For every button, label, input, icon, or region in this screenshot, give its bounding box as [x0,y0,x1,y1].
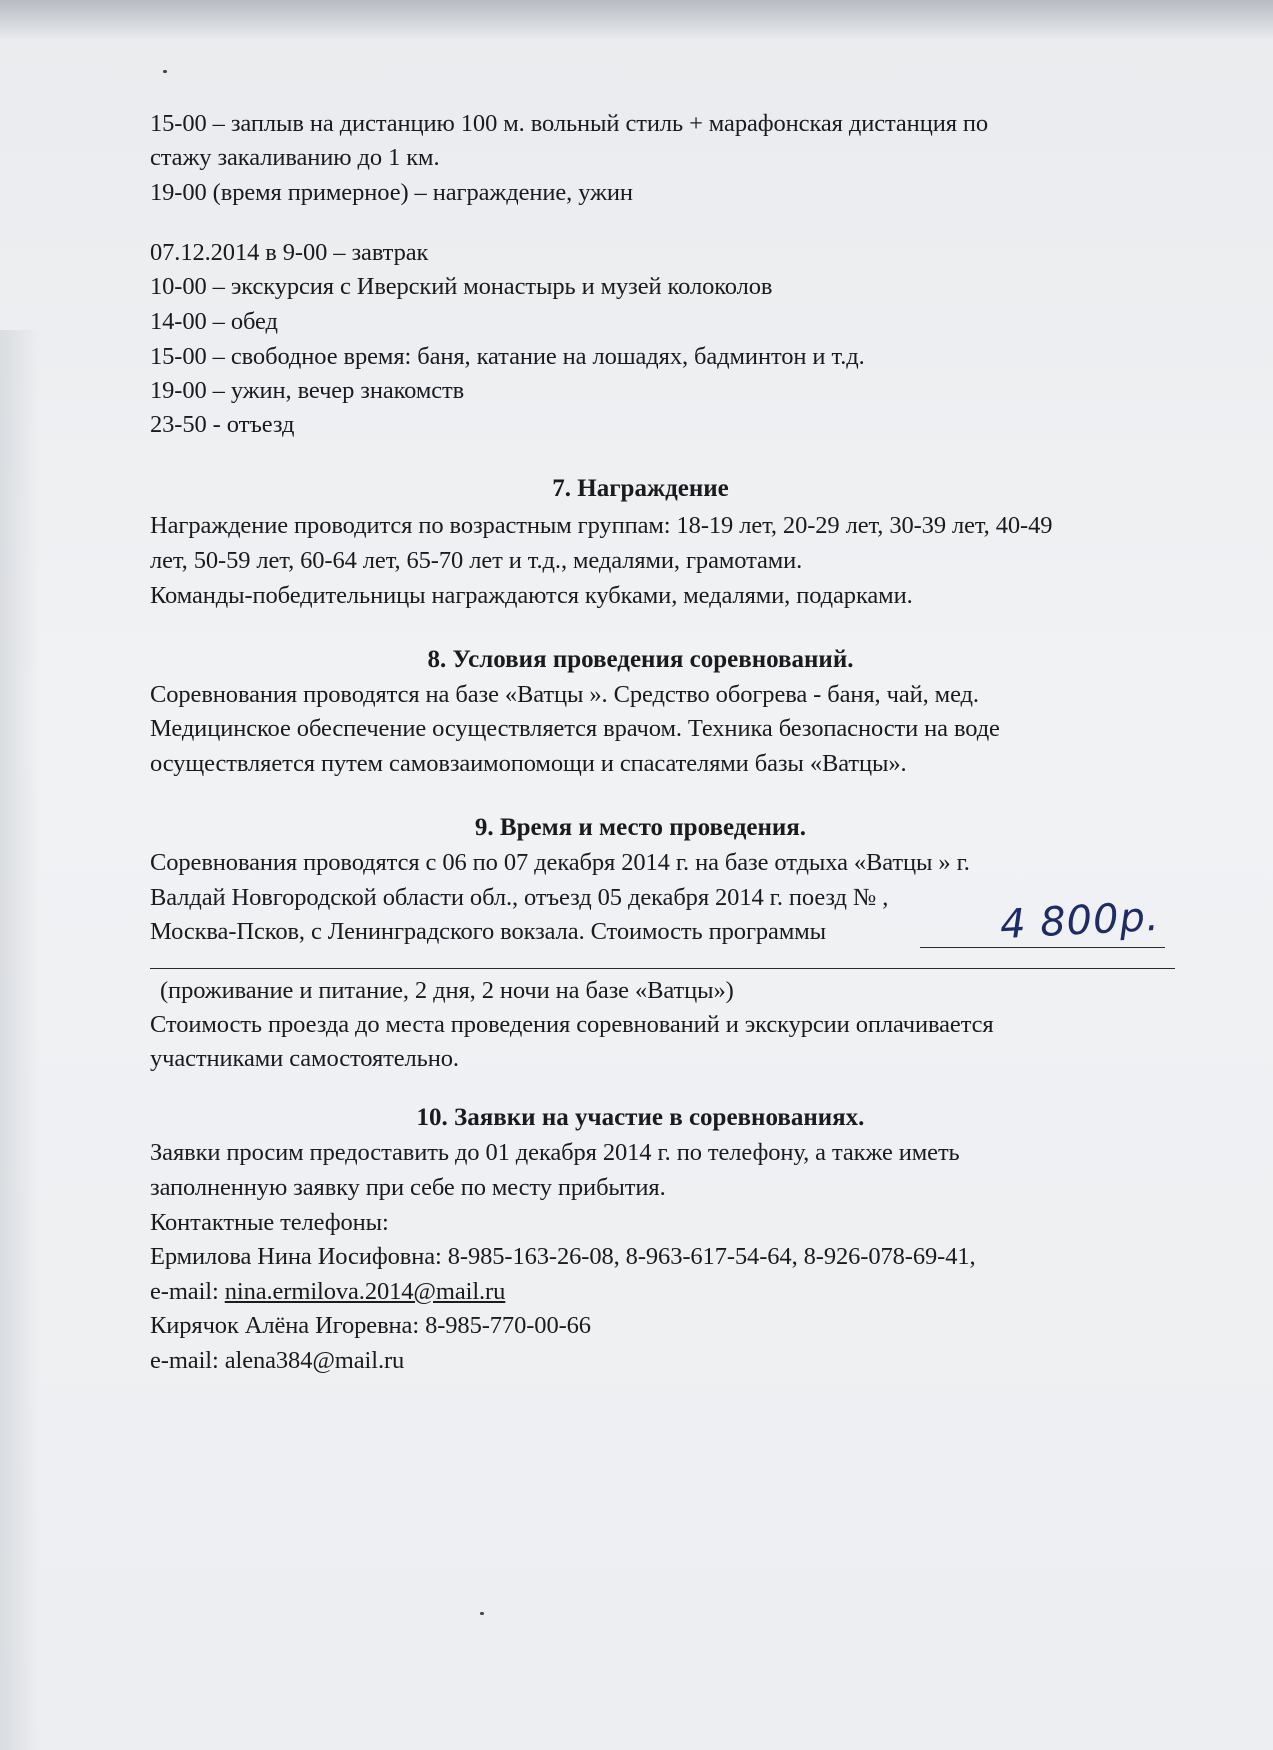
section-heading-applications: 10. Заявки на участие в соревнованиях. [416,1104,865,1131]
email-link[interactable]: nina.ermilova.2014@mail.ru [224,1278,506,1305]
schedule-line: 14-00 – обед [150,308,278,335]
email-line [150,1344,404,1378]
paragraph-line: (проживание и питание, 2 дня, 2 ночи на базе «Ватцы») [160,977,734,1004]
paragraph-line: лет, 50-59 лет, 60-64 лет, 65-70 лет и т.д., медалями, грамотами. [150,547,803,574]
paragraph-line: Награждение проводится по возрастным группам: 18-19 лет, 20-29 лет, 30-39 лет, 40-49 [150,512,1053,539]
section-heading-awards: 7. Награждение [552,475,729,502]
email-label: e-mail: [150,1347,225,1374]
schedule-line: 15-00 – заплыв на дистанцию 100 м. вольный стиль + марафонская дистанция по [150,110,989,137]
schedule-line: 19-00 (время примерное) – награждение, ужин [150,179,633,206]
paragraph-line: Стоимость проезда до места проведения соревнований и экскурсии оплачивается [150,1011,994,1038]
schedule-line: 07.12.2014 в 9-00 – завтрак [150,239,429,266]
handwritten-price: 4 800р. [998,893,1161,949]
paragraph-line: участниками самостоятельно. [150,1045,459,1072]
schedule-line: 10-00 – экскурсия с Иверский монастырь и музей колоколов [150,273,773,300]
paragraph-line: заполненную заявку при себе по месту прибытия. [150,1174,666,1201]
paragraph-line: Заявки просим предоставить до 01 декабря 2014 г. по телефону, а также иметь [150,1139,960,1166]
schedule-line: 19-00 – ужин, вечер знакомств [150,377,465,404]
contact-line: Ермилова Нина Иосифовна: 8-985-163-26-08, 8-963-617-54-64, 8-926-078-69-41, [150,1243,976,1270]
email-label: e-mail: [150,1278,225,1305]
price-underline [920,947,1165,948]
schedule-line: 15-00 – свободное время: баня, катание на лошадях, бадминтон и т.д. [150,343,865,370]
paragraph-line: осуществляется путем самовзаимопомощи и спасателями базы «Ватцы». [150,750,907,777]
schedule-line: стажу закаливанию до 1 км. [150,144,440,171]
section-heading-conditions: 8. Условия проведения соревнований. [427,646,854,673]
paragraph-line: Соревнования проводятся на базе «Ватцы ». Средство обогрева - баня, чай, мед. [150,681,979,708]
contact-line: Кирячок Алёна Игоревна: 8-985-770-00-66 [150,1312,591,1339]
email-text: alena384@mail.ru [224,1347,405,1374]
paragraph-line: Команды-победительницы награждаются кубками, медалями, подарками. [150,582,913,609]
schedule-line: 23-50 - отъезд [150,411,295,438]
paragraph-line: Москва-Псков, с Ленинградского вокзала. Стоимость программы [150,918,826,945]
paragraph-line: Контактные телефоны: [150,1209,389,1236]
section-heading-time-place: 9. Время и место проведения. [474,814,807,841]
email-line [150,1275,505,1309]
blank-line [150,968,1175,969]
paragraph-line: Валдай Новгородской области обл., отъезд 05 декабря 2014 г. поезд № , [150,884,889,911]
paragraph-line: Медицинское обеспечение осуществляется врачом. Техника безопасности на воде [150,715,1000,742]
paragraph-line: Соревнования проводятся с 06 по 07 декабря 2014 г. на базе отдыха «Ватцы » г. [150,849,970,876]
